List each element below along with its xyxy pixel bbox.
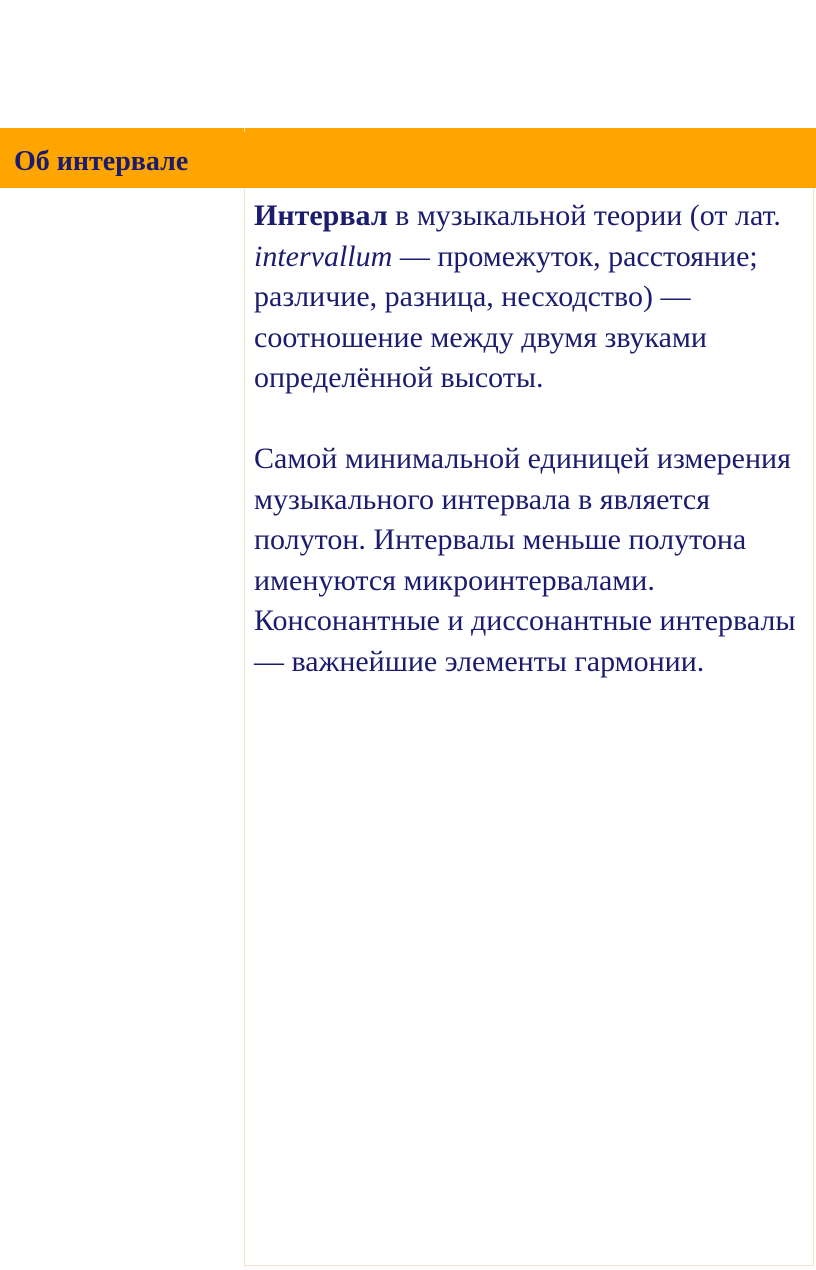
definition-text-start: в музыкальной теории (от лат.: [387, 199, 781, 232]
header-divider: [244, 128, 245, 132]
paragraph-gap: [254, 399, 809, 440]
page-title: Об интервале: [14, 146, 189, 177]
second-paragraph: Самой минимальной единицей измерения музыкального интервала в является полутон. Интервалы меньше полутона именуются микроинтервалами. Консонантные и диссонантные интервалы — важнейшие элементы гармонии.: [254, 442, 796, 678]
definition-paragraph: [254, 196, 809, 399]
definition-text-end: — промежуток, расстояние; различие, разница, несходство) — соотношение между двумя звуками определённой высоты.: [254, 239, 758, 394]
article-text: [254, 196, 809, 682]
defined-term: Интервал: [254, 199, 388, 232]
latin-word: intervallum: [254, 239, 393, 273]
